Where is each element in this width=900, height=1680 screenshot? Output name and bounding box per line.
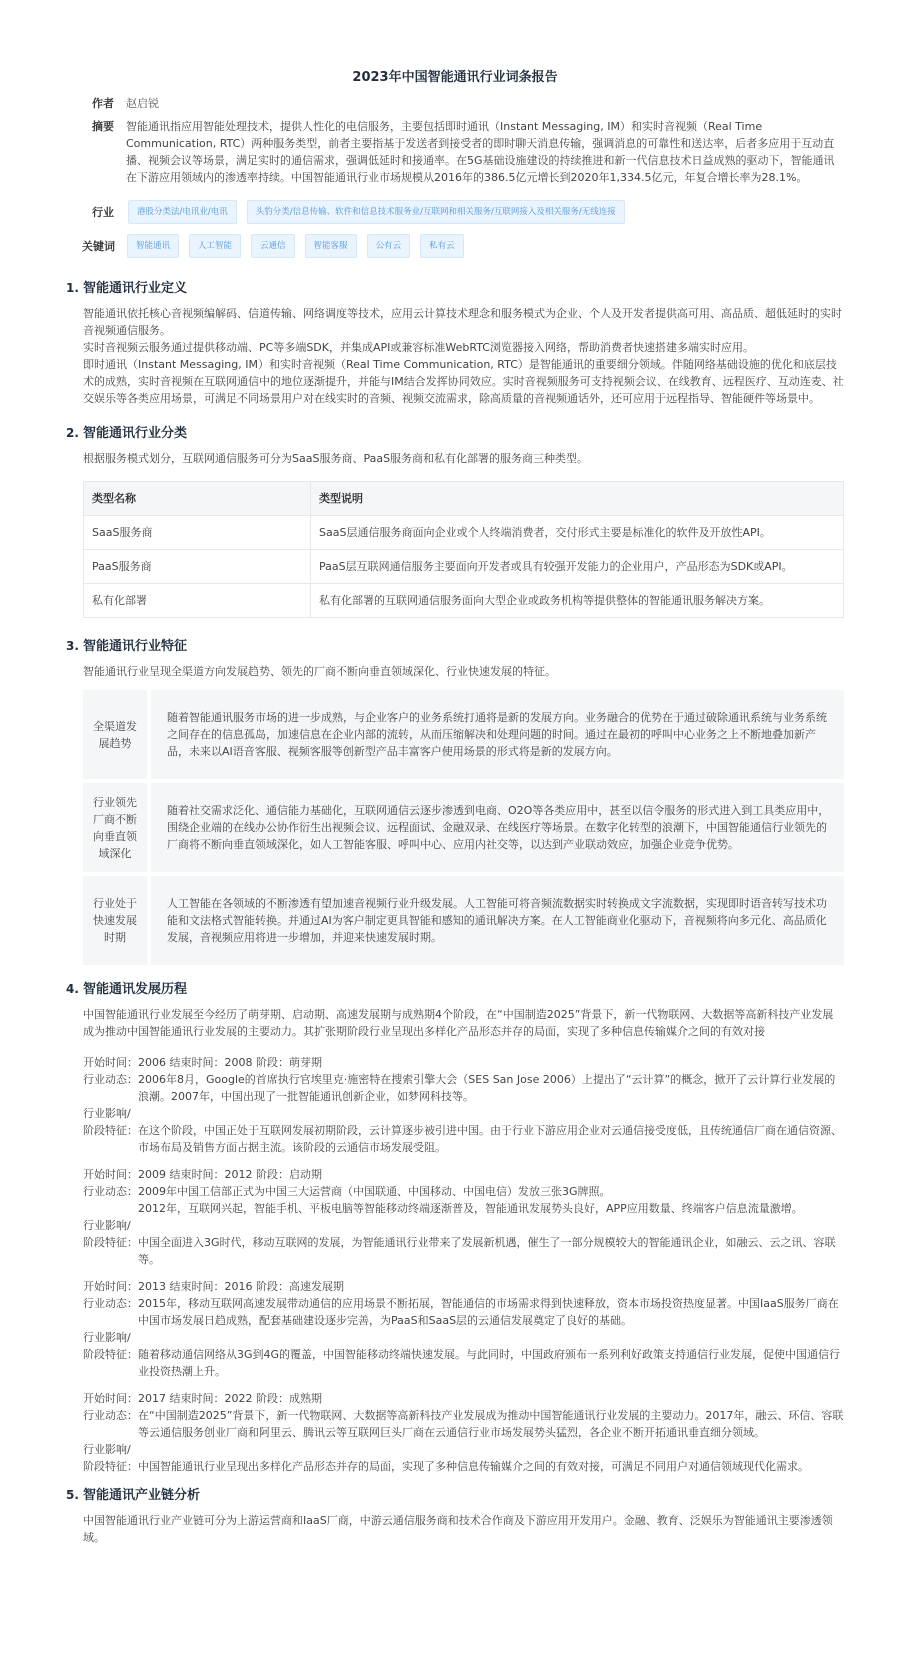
table-header-cell: 类型名称 (84, 482, 311, 516)
feature-name: 行业处于快速发展时期 (83, 876, 151, 965)
paragraph: 实时音视频云服务通过提供移动端、PC等多端SDK，并集成API或兼容标准WebRTC浏览器接入网络，帮助消费者快速搭建多端实时应用。 (83, 341, 754, 354)
stage-impact (83, 1217, 844, 1268)
dynamics-label: 行业动态： (83, 1073, 138, 1086)
industry-tag[interactable]: 头豹分类/信息传输、软件和信息技术服务业/互联网和相关服务/互联网接入及相关服务/无线连接 (247, 200, 625, 224)
dynamics-label: 行业动态： (83, 1409, 138, 1422)
section-body (83, 450, 844, 618)
table-row (84, 516, 844, 550)
feature-name: 行业领先厂商不断向垂直领域深化 (83, 783, 151, 872)
table-row (84, 550, 844, 584)
keyword-tag[interactable]: 云通信 (251, 234, 295, 258)
impact-label: 行业影响/阶段特征： (83, 1443, 138, 1473)
impact-label: 行业影响/阶段特征： (83, 1107, 138, 1137)
dynamics-line: 2012年，互联网兴起，智能手机、平板电脑等智能移动终端逐渐普及，智能通讯发展势头良好，APP应用数量、终端客户信息流量激增。 (138, 1202, 803, 1215)
paragraph: 智能通讯行业呈现全渠道方向发展趋势、领先的厂商不断向垂直领域深化、行业快速发展的特征。 (83, 665, 556, 678)
feature-desc: 随着智能通讯服务市场的进一步成熟，与企业客户的业务系统打通将是新的发展方向。业务融合的优势在于通过破除通讯系统与业务系统之间存在的信息孤岛，加速信息在企业内部的流转，从而压缩解决和处理问题的时间。通过在最初的呼叫中心业务之上不断地叠加新产品，未来以AI语音客服、视频客服等创新型产品丰富客户使用场景的形式将是新的发展方向。 (167, 711, 827, 758)
timeline-stage (83, 1278, 844, 1380)
stage-impact (83, 1105, 844, 1156)
table-header-cell: 类型说明 (311, 482, 844, 516)
keyword-tag[interactable]: 智能客服 (305, 234, 357, 258)
dynamics-label: 行业动态： (83, 1185, 138, 1198)
keyword-tag[interactable]: 公有云 (367, 234, 411, 258)
stage-dynamics (83, 1071, 844, 1105)
section-body (83, 305, 844, 407)
stage-header: 开始时间：2006 结束时间：2008 阶段：萌芽期 (83, 1056, 322, 1069)
keyword-tag[interactable]: 人工智能 (189, 234, 241, 258)
dynamics-label: 行业动态： (83, 1297, 138, 1310)
section-title: 智能通讯产业链分析 (83, 1488, 201, 1503)
section-number: 4. (66, 982, 79, 996)
stage-dynamics (83, 1295, 844, 1329)
table-cell: 私有化部署的互联网通信服务面向大型企业或政务机构等提供整体的智能通讯服务解决方案。 (311, 584, 844, 618)
dynamics-text: 在“中国制造2025”背景下，新一代物联网、大数据等高新科技产业发展成为推动中国智能通讯行业发展的主要动力。2017年，融云、环信、容联等云通信服务创业厂商和阿里云、腾讯云等互联网巨头厂商在云通信行业市场发展势头猛烈，各企业不断开拓通讯垂直细分领域。 (138, 1409, 844, 1439)
impact-text: 中国智能通讯行业呈现出多样化产品形态并存的局面，实现了多种信息传输媒介之间的有效对接，可满足不同用户对通信领域现代化需求。 (138, 1460, 809, 1473)
impact-text: 随着移动通信网络从3G到4G的覆盖，中国智能移动终端快速发展。与此同时，中国政府颁布一系列利好政策支持通信行业发展，促使中国通信行业投资热潮上升。 (138, 1348, 841, 1378)
paragraph: 智能通讯依托核心音视频编解码、信道传输、网络调度等技术，应用云计算技术理念和服务模式为企业、个人及开发者提供高可用、高品质、超低延时的实时音视频通信服务。 (83, 307, 842, 337)
section-title: 智能通讯发展历程 (83, 982, 188, 997)
section-heading (66, 638, 844, 655)
section-number: 1. (66, 281, 79, 295)
abstract-row (92, 118, 844, 186)
impact-label: 行业影响/阶段特征： (83, 1331, 138, 1361)
dynamics-text (138, 1183, 844, 1217)
section-title: 智能通讯行业定义 (83, 281, 188, 296)
stage-impact (83, 1329, 844, 1380)
report-title: 2023年中国智能通讯行业词条报告 (352, 70, 558, 85)
section-heading (66, 981, 844, 998)
section-heading (66, 1487, 844, 1504)
section-body (83, 1512, 844, 1546)
table-row (84, 584, 844, 618)
keyword-tag[interactable]: 私有云 (420, 234, 464, 258)
table-cell: PaaS层互联网通信服务主要面向开发者或具有较强开发能力的企业用户，产品形态为SDK或API。 (311, 550, 844, 584)
dynamics-text: 2015年，移动互联网高速发展带动通信的应用场景不断拓展，智能通信的市场需求得到快速释放，资本市场投资热度显著。中国IaaS服务厂商在中国市场发展日趋成熟，配套基础建设逐步完善，为PaaS和SaaS层的云通信发展奠定了良好的基础。 (138, 1297, 839, 1327)
impact-label: 行业影响/阶段特征： (83, 1219, 138, 1249)
feature-row (83, 690, 844, 779)
classification-table (83, 481, 844, 618)
feature-row (83, 876, 844, 965)
author-label: 作者 (92, 97, 114, 110)
timeline-stage (83, 1166, 844, 1268)
stage-header: 开始时间：2013 结束时间：2016 阶段：高速发展期 (83, 1280, 344, 1293)
stage-dynamics (83, 1183, 844, 1217)
table-cell: 私有化部署 (84, 584, 311, 618)
feature-list (83, 690, 844, 965)
section-title: 智能通讯行业特征 (83, 639, 188, 654)
section-number: 3. (66, 639, 79, 653)
table-cell: PaaS服务商 (84, 550, 311, 584)
author-name: 赵启锐 (126, 97, 159, 110)
timeline-stage (83, 1390, 844, 1475)
paragraph: 中国智能通讯行业产业链可分为上游运营商和IaaS厂商，中游云通信服务商和技术合作商及下游应用开发用户。金融、教育、泛娱乐为智能通讯主要渗透领域。 (83, 1514, 833, 1544)
stage-dynamics (83, 1407, 844, 1441)
dynamics-text: 2006年8月，Google的首席执行官埃里克·施密特在搜索引擎大会（SES San Jose 2006）上提出了“云计算”的概念，掀开了云计算行业发展的浪潮。2007年，中国出现了一批智能通讯创新企业，如梦网科技等。 (138, 1073, 836, 1103)
stage-header: 开始时间：2017 结束时间：2022 阶段：成熟期 (83, 1392, 322, 1405)
table-header-row (84, 482, 844, 516)
section-number: 2. (66, 426, 79, 440)
industry-label: 行业 (92, 205, 114, 219)
dynamics-line: 2009年中国工信部正式为中国三大运营商（中国联通、中国移动、中国电信）发放三张3G牌照。 (138, 1185, 611, 1198)
impact-text: 中国全面进入3G时代，移动互联网的发展，为智能通讯行业带来了发展新机遇，催生了一部分规模较大的智能通讯企业，如融云、云之讯、容联等。 (138, 1236, 836, 1266)
table-cell: SaaS层通信服务商面向企业或个人终端消费者，交付形式主要是标准化的软件及开放性API。 (311, 516, 844, 550)
author-row (92, 95, 844, 112)
industry-tag[interactable]: 港股分类法/电讯业/电讯 (128, 200, 237, 224)
section-heading (66, 425, 844, 442)
feature-desc: 随着社交需求泛化、通信能力基础化，互联网通信云逐步渗透到电商、O2O等各类应用中，甚至以信令服务的形式进入到工具类应用中，围绕企业端的在线办公协作衍生出视频会议、远程面试、金融双录、在线医疗等场景。在数字化转型的浪潮下，中国智能通信行业领先的厂商将不断向垂直领域深化，如人工智能客服、呼叫中心、应用内社交等，以达到产业联动效应，加强企业竞争优势。 (167, 804, 830, 851)
section-body (83, 1006, 844, 1475)
paragraph: 即时通讯（Instant Messaging, IM）和实时音视频（Real Time Communication, RTC）是智能通讯的重要细分领域。伴随网络基础设施的优化和底层技术的成熟，实时音视频在互联网通信中的地位逐渐提升，并能与IM结合发挥协同效应。实时音视频服务可支持视频会议、在线教育、远程医疗、互动连麦、社交娱乐等各类应用场景，可满足不同场景用户对在线实时的音频、视频交流需求，除高质量的音视频通话外，还可应用于远程指导、智能硬件等场景中。 (83, 358, 844, 405)
keyword-tag[interactable]: 智能通讯 (127, 234, 179, 258)
feature-desc: 人工智能在各领域的不断渗透有望加速音视频行业升级发展。人工智能可将音频流数据实时转换成文字流数据，实现即时语音转写技术功能和文法格式智能转换。并通过AI为客户制定更具智能和感知的通讯解决方案。在人工智能商业化驱动下，音视频将向多元化、高品质化发展，音视频应用将进一步增加，并迎来快速发展时期。 (167, 897, 827, 944)
industry-row (92, 200, 844, 224)
stage-header: 开始时间：2009 结束时间：2012 阶段：启动期 (83, 1168, 322, 1181)
section-number: 5. (66, 1488, 79, 1502)
timeline-stage (83, 1054, 844, 1156)
keywords-label: 关键词 (82, 239, 115, 253)
paragraph: 中国智能通讯行业发展至今经历了萌芽期、启动期、高速发展期与成熟期4个阶段，在“中国制造2025”背景下，新一代物联网、大数据等高新科技产业发展成为推动中国智能通讯行业发展的主要动力。其扩张期阶段行业呈现出多样化产品形态并存的局面，实现了多种信息传输媒介之间的有效对接 (83, 1008, 834, 1038)
section-title: 智能通讯行业分类 (83, 426, 188, 441)
section-body (83, 663, 844, 965)
feature-row (83, 783, 844, 872)
abstract-text: 智能通讯指应用智能处理技术，提供人性化的电信服务，主要包括即时通讯（Instant Messaging, IM）和实时音视频（Real Time Communication, RTC）两种服务类型，前者主要指基于发送者到接受者的即时聊天消息传输，强调消息的可靠性和送达率，后者多应用于互动直播、视频会议等场景，满足实时的通信需求，强调低延时和接通率。在5G基础设施建设的持续推进和新一代信息技术日益成熟的驱动下，智能通讯在下游应用领域内的渗透率持续。中国智能通讯行业市场规模从2016年的386.5亿元增长到2020年1,334.5亿元，年复合增长率为28.1%。 (126, 120, 835, 184)
section-heading (66, 280, 844, 297)
abstract-label: 摘要 (92, 120, 114, 133)
feature-name: 全渠道发展趋势 (83, 690, 151, 779)
keywords-row (82, 234, 844, 258)
paragraph: 根据服务模式划分，互联网通信服务可分为SaaS服务商、PaaS服务商和私有化部署的服务商三种类型。 (83, 452, 589, 465)
stage-impact (83, 1441, 844, 1475)
table-cell: SaaS服务商 (84, 516, 311, 550)
impact-text: 在这个阶段，中国正处于互联网发展初期阶段，云计算逐步被引进中国。由于行业下游应用企业对云通信接受度低，且传统通信厂商在通信资源、市场布局及销售方面占据主流。该阶段的云通信市场发展受阻。 (138, 1124, 842, 1154)
